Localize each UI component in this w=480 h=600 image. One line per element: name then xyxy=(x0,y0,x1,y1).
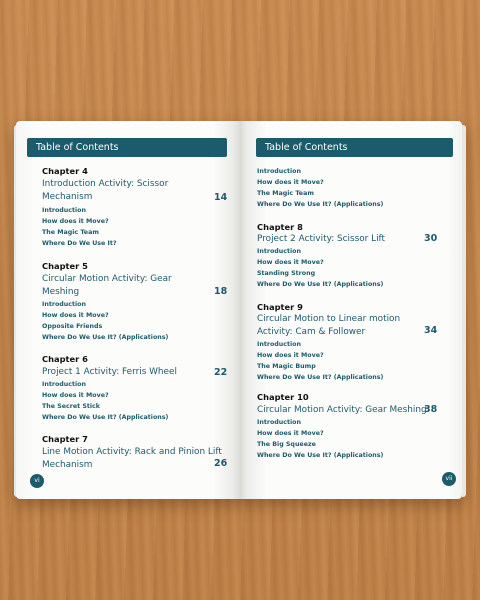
section-link[interactable]: How does it Move? xyxy=(257,352,324,359)
chapter-number: Chapter 6 xyxy=(42,354,88,364)
right-page xyxy=(240,121,462,499)
chapter-number: Chapter 5 xyxy=(42,261,88,271)
section-link[interactable]: Where Do We Use It? (Applications) xyxy=(257,281,384,288)
section-link[interactable]: Where Do We Use It? (Applications) xyxy=(257,452,384,459)
section-link[interactable]: Where Do We Use It? xyxy=(42,240,117,247)
chapter-page-number[interactable]: 34 xyxy=(424,325,438,336)
section-link[interactable]: Where Do We Use It? (Applications) xyxy=(42,414,169,421)
open-book xyxy=(14,121,466,499)
chapter-title[interactable]: Introduction Activity: Scissor xyxy=(42,179,169,189)
section-link[interactable]: How does it Move? xyxy=(42,392,109,399)
page-number-badge: vi xyxy=(30,474,44,488)
chapter-page-number[interactable]: 18 xyxy=(214,286,228,297)
section-link[interactable]: Introduction xyxy=(42,301,86,308)
chapter-page-number[interactable]: 30 xyxy=(424,233,438,244)
chapter-title[interactable]: Line Motion Activity: Rack and Pinion Lift xyxy=(42,447,222,457)
section-link[interactable]: How does it Move? xyxy=(42,312,109,319)
section-link[interactable]: Introduction xyxy=(42,207,86,214)
chapter-page-number[interactable]: 26 xyxy=(214,458,228,469)
chapter-page-number[interactable]: 14 xyxy=(214,192,228,203)
chapter-page-number[interactable]: 22 xyxy=(214,367,228,378)
section-link[interactable]: How does it Move? xyxy=(257,179,324,186)
chapter-title[interactable]: Mechanism xyxy=(42,192,93,202)
section-link[interactable]: Introduction xyxy=(257,248,301,255)
chapter-number: Chapter 10 xyxy=(257,392,309,402)
section-link[interactable]: Where Do We Use It? (Applications) xyxy=(257,201,384,208)
toc-header: Table of Contents xyxy=(27,138,227,157)
section-link[interactable]: Introduction xyxy=(257,341,301,348)
section-link[interactable]: How does it Move? xyxy=(42,218,109,225)
chapter-title[interactable]: Circular Motion Activity: Gear xyxy=(42,274,172,284)
toc-header: Table of Contents xyxy=(256,138,453,157)
chapter-title[interactable]: Activity: Cam & Follower xyxy=(257,327,366,337)
page-edge-right xyxy=(462,125,466,497)
section-link[interactable]: The Magic Team xyxy=(257,190,314,197)
chapter-title[interactable]: Project 2 Activity: Scissor Lift xyxy=(257,234,385,244)
section-link[interactable]: Opposite Friends xyxy=(42,323,103,330)
left-page xyxy=(16,121,240,499)
chapter-number: Chapter 9 xyxy=(257,302,303,312)
chapter-title[interactable]: Project 1 Activity: Ferris Wheel xyxy=(42,367,177,377)
section-link[interactable]: Where Do We Use It? (Applications) xyxy=(42,334,169,341)
page-number-badge: vii xyxy=(442,472,456,486)
section-link[interactable]: Introduction xyxy=(42,381,86,388)
chapter-number: Chapter 4 xyxy=(42,166,88,176)
chapter-page-number[interactable]: 38 xyxy=(424,404,438,415)
section-link[interactable]: Standing Strong xyxy=(257,270,316,277)
chapter-number: Chapter 8 xyxy=(257,222,303,232)
chapter-title[interactable]: Circular Motion Activity: Gear Meshing xyxy=(257,405,427,415)
chapter-title[interactable]: Mechanism xyxy=(42,460,93,470)
section-link[interactable]: Where Do We Use It? (Applications) xyxy=(257,374,384,381)
section-link[interactable]: The Secret Stick xyxy=(42,403,100,410)
section-link[interactable]: The Big Squeeze xyxy=(257,441,316,448)
section-link[interactable]: The Magic Bump xyxy=(257,363,316,370)
section-link[interactable]: How does it Move? xyxy=(257,430,324,437)
chapter-number: Chapter 7 xyxy=(42,434,88,444)
section-link[interactable]: How does it Move? xyxy=(257,259,324,266)
section-link[interactable]: The Magic Team xyxy=(42,229,99,236)
section-link[interactable]: Introduction xyxy=(257,419,301,426)
chapter-title[interactable]: Circular Motion to Linear motion xyxy=(257,314,401,324)
section-link[interactable]: Introduction xyxy=(257,168,301,175)
chapter-title[interactable]: Meshing xyxy=(42,287,80,297)
